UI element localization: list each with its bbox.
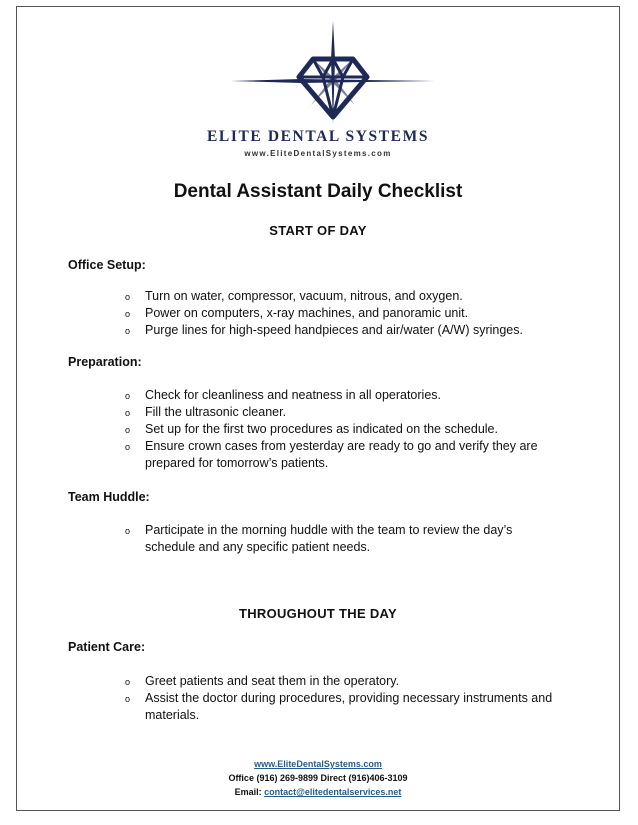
bullet-icon: o [125, 442, 131, 452]
list-item: o Greet patients and seat them in the operatory. [125, 673, 565, 690]
footer-email [17, 787, 619, 797]
bullet-icon: o [125, 408, 131, 418]
list-item: o Ensure crown cases from yesterday are ready to go and verify they are prepared for tomorrow’s patients. [125, 439, 538, 470]
email-link[interactable]: contact@elitedentalservices.net [264, 787, 402, 797]
list-item: o Purge lines for high-speed handpieces and air/water (A/W) syringes. [125, 322, 565, 339]
subheading-office-setup: Office Setup: [68, 258, 146, 272]
list-item: o Check for cleanliness and neatness in all operatories. [125, 387, 565, 404]
bullet-icon: o [125, 425, 131, 435]
section-heading-throughout-the-day: THROUGHOUT THE DAY [238, 606, 398, 621]
footer-phone: Office (916) 269-9899 Direct (916)406-3109 [228, 773, 408, 783]
bullet-icon: o [125, 391, 131, 401]
list-item: o Turn on water, compressor, vacuum, nitrous, and oxygen. [125, 288, 565, 305]
patient-care-list [125, 673, 565, 724]
list-item: o Set up for the first two procedures as indicated on the schedule. [125, 421, 565, 438]
list-item: o Participate in the morning huddle with the team to review the day’s schedule and any specific patient needs. [125, 523, 513, 554]
subheading-preparation: Preparation: [68, 355, 142, 369]
bullet-icon: o [125, 292, 131, 302]
bullet-icon: o [125, 309, 131, 319]
page-title: Dental Assistant Daily Checklist [173, 181, 463, 202]
preparation-list [125, 387, 565, 472]
list-item: o Fill the ultrasonic cleaner. [125, 404, 565, 421]
office-setup-list [125, 288, 565, 339]
website-link[interactable]: www.EliteDentalSystems.com [254, 759, 382, 769]
bullet-icon: o [125, 694, 131, 704]
list-item: o Assist the doctor during procedures, providing necessary instruments and materials. [125, 691, 553, 722]
footer-website [17, 759, 619, 769]
list-item: o Power on computers, x-ray machines, and panoramic unit. [125, 305, 565, 322]
brand-url: www.EliteDentalSystems.com [244, 149, 392, 158]
email-label: Email: [234, 787, 262, 797]
subheading-patient-care: Patient Care: [68, 640, 146, 654]
document-page [16, 6, 620, 811]
brand-name: ELITE DENTAL SYSTEMS [206, 128, 430, 145]
diamond-logo-icon [231, 19, 435, 129]
section-heading-start-of-day: START OF DAY [269, 223, 367, 238]
bullet-icon: o [125, 326, 131, 336]
team-huddle-list [125, 522, 565, 556]
subheading-team-huddle: Team Huddle: [68, 490, 150, 504]
bullet-icon: o [125, 526, 131, 536]
bullet-icon: o [125, 677, 131, 687]
